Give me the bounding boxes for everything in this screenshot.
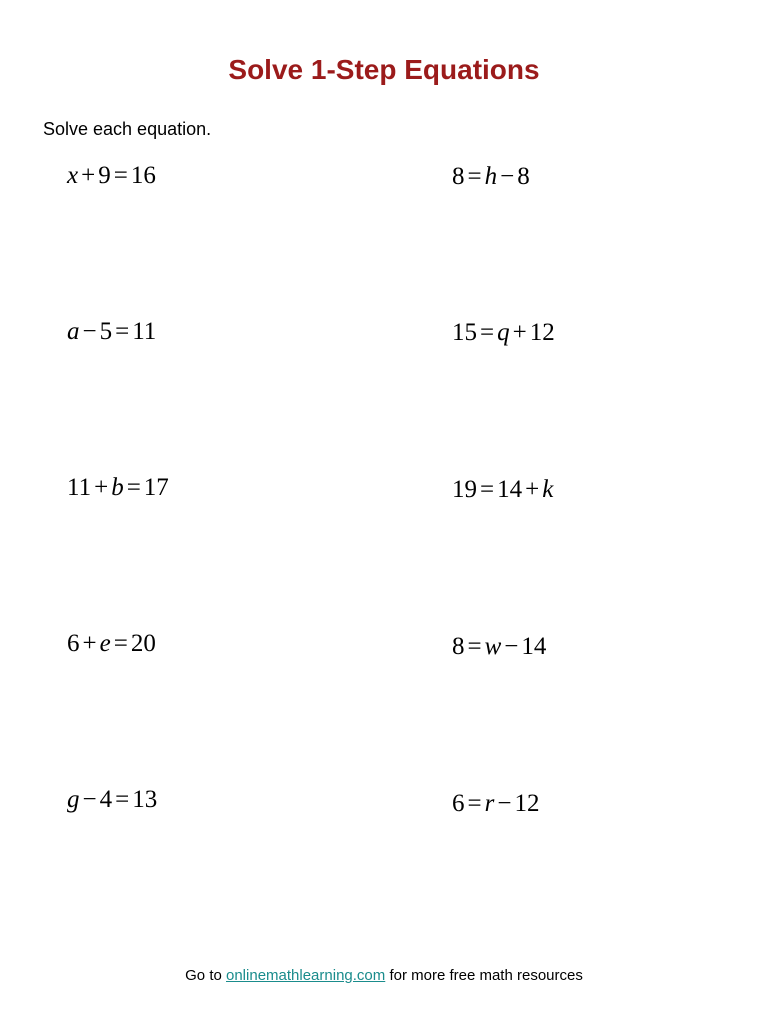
equation-left-4	[67, 629, 156, 659]
equation-right-1	[452, 162, 530, 192]
term: a	[67, 318, 80, 345]
term: r	[484, 790, 495, 817]
lhs: 8	[452, 633, 465, 660]
lhs: 15	[452, 319, 477, 346]
term: g	[67, 786, 80, 813]
footer	[0, 966, 768, 986]
term: e	[99, 630, 111, 657]
term: 4	[99, 786, 113, 813]
rhs: 20	[130, 630, 156, 657]
equals-sign: =	[467, 790, 482, 817]
term: b	[111, 474, 124, 501]
term: x	[67, 162, 79, 189]
equation-left-1	[67, 161, 156, 191]
operator: −	[504, 633, 519, 660]
footer-prefix: Go to	[185, 967, 222, 984]
equals-sign: =	[467, 163, 482, 190]
equals-sign: =	[113, 162, 128, 189]
operator: +	[81, 162, 96, 189]
term: 6	[67, 630, 80, 657]
equation-right-5	[452, 789, 539, 819]
rhs: 13	[132, 786, 158, 813]
rhs: 11	[132, 318, 157, 345]
equals-sign: =	[115, 786, 130, 813]
operator: +	[94, 474, 109, 501]
term: 12	[514, 790, 540, 817]
equals-sign: =	[115, 318, 130, 345]
lhs: 8	[452, 163, 465, 190]
term: k	[542, 476, 554, 503]
operator: +	[525, 476, 540, 503]
operator: +	[512, 319, 527, 346]
term: w	[484, 633, 502, 660]
equation-left-2	[67, 317, 156, 347]
equals-sign: =	[467, 633, 482, 660]
term: 5	[99, 318, 113, 345]
operator: −	[497, 790, 512, 817]
equals-sign: =	[113, 630, 128, 657]
equation-right-4	[452, 632, 546, 662]
equation-right-3	[452, 475, 553, 505]
lhs: 19	[452, 476, 477, 503]
rhs: 17	[143, 474, 169, 501]
operator: −	[82, 318, 97, 345]
rhs: 16	[130, 162, 156, 189]
operator: −	[500, 163, 515, 190]
term: 12	[529, 319, 555, 346]
equation-right-2	[452, 318, 555, 348]
term: 8	[517, 163, 530, 190]
equals-sign: =	[480, 476, 495, 503]
term: 11	[67, 474, 92, 501]
equation-left-5	[67, 785, 157, 815]
operator: −	[82, 786, 97, 813]
term: 14	[497, 476, 523, 503]
equation-left-3	[67, 473, 169, 503]
equals-sign: =	[480, 319, 495, 346]
term: q	[497, 319, 510, 346]
footer-suffix: for more free math resources	[389, 967, 583, 984]
term: 9	[98, 162, 111, 189]
instructions: Solve each equation.	[43, 119, 212, 139]
page-title: Solve 1-Step Equations	[228, 54, 540, 85]
lhs: 6	[452, 790, 465, 817]
term: 14	[521, 633, 547, 660]
term: h	[484, 163, 498, 190]
equals-sign: =	[126, 474, 141, 501]
footer-link[interactable]: onlinemathlearning.com	[226, 967, 386, 984]
operator: +	[82, 630, 97, 657]
